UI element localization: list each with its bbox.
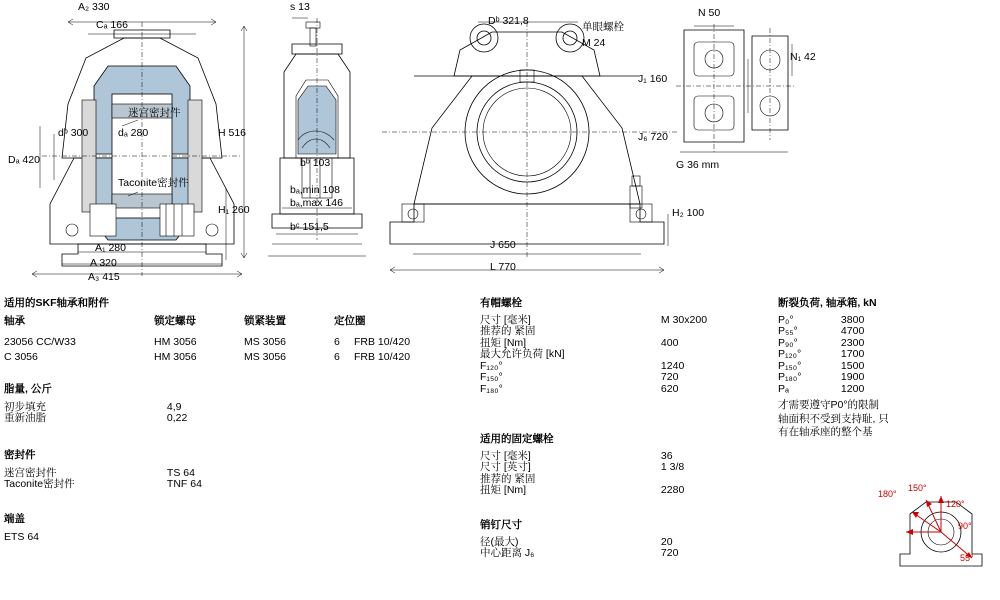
dowel-dia-label: 径(最大) (480, 535, 519, 548)
table-row (480, 361, 730, 373)
load-pa-label: Pₐ (778, 382, 789, 395)
callout-labyrinth-seal: 迷宫密封件 (128, 107, 181, 119)
table-row (4, 350, 464, 365)
endcover-title: 端盖 (4, 513, 25, 525)
dim-G: G 36 mm (676, 159, 720, 171)
dim-A3: A₃ 415 (88, 271, 120, 283)
capbolt-f180-label: F₁₈₀° (480, 382, 503, 395)
dim-A1: A₁ 280 (95, 242, 126, 254)
cell-locknut: HM 3056 (154, 335, 197, 348)
table-row (778, 372, 998, 384)
dim-J: J 650 (490, 239, 516, 251)
dim-bb: bᵇ 103 (300, 157, 331, 169)
angle-label-55: 55° (960, 553, 974, 563)
seal-labyrinth-value: TS 64 (166, 466, 195, 479)
bearings-header-0: 轴承 (4, 314, 25, 327)
cell-bearing: C 3056 (4, 350, 38, 363)
table-row (4, 479, 304, 491)
seal-taconite-label: Taconite密封件 (4, 478, 75, 491)
capbolt-f120-label: F₁₂₀° (480, 359, 503, 372)
table-fixing-bolts (480, 434, 730, 497)
cell-locatingring: FRB 10/420 (354, 335, 411, 348)
dowel-centre-value: 720 (660, 547, 679, 560)
callout-taconite-seal: Taconite密封件 (118, 177, 189, 189)
dim-H2: H₂ 100 (672, 207, 705, 219)
fixingbolt-size-in-value: 1 3/8 (660, 461, 685, 474)
capbolt-tighten-label: 推荐的 紧固 (480, 325, 536, 338)
table-row (480, 485, 730, 497)
capbolt-torque-label: 扭矩 [Nm] (480, 336, 527, 349)
fixingbolt-size-mm-label: 尺寸 [毫米] (480, 449, 531, 462)
grease-title: 脂量, 公斤 (4, 383, 52, 395)
capbolt-maxload-label: 最大允许负荷 [kN] (480, 348, 565, 361)
dim-Ca: Cₐ 166 (96, 19, 128, 31)
bearings-header-2: 锁紧装置 (244, 314, 286, 327)
capbolt-f120-value: 1240 (660, 359, 685, 372)
table-grease (4, 384, 304, 425)
load-p150-label: P₁₅₀° (778, 359, 802, 372)
fixingbolt-tighten-label: 推荐的 紧固 (480, 472, 536, 485)
table-breaking-loads (778, 298, 998, 439)
table-row (480, 384, 730, 396)
table-row (778, 361, 998, 373)
dim-bc: bᶜ 151,5 (290, 221, 329, 233)
load-p0-value: 3800 (840, 313, 865, 326)
fixingbolts-title: 适用的固定螺栓 (480, 433, 554, 445)
capbolts-title: 有帽螺栓 (480, 297, 522, 309)
callout-eye-bolt: 单眼螺栓 (582, 21, 624, 33)
dowel-centre-label: 中心距离 J₆ (480, 547, 535, 560)
fixingbolt-torque-label: 扭矩 [Nm] (480, 484, 527, 497)
loads-title: 断裂负荷, 轴承箱, kN (778, 297, 877, 309)
cell-qty: 6 (334, 350, 340, 363)
dim-db: dᵇ 300 (58, 127, 89, 139)
dim-s: s 13 (290, 1, 310, 13)
table-endcover (4, 514, 304, 543)
capbolt-f180-value: 620 (660, 382, 679, 395)
seals-title: 密封件 (4, 449, 36, 461)
grease-relub-label: 重新油脂 (4, 412, 46, 425)
dim-A: A 320 (90, 257, 117, 269)
dim-J1: J₁ 160 (638, 73, 668, 85)
capbolt-size-mm-label: 尺寸 [毫米] (480, 313, 531, 326)
table-row (4, 402, 304, 414)
dim-Da: Dₐ 420 (8, 154, 40, 166)
dim-ba-min: bₐ,min 108 (290, 184, 341, 196)
table-row (480, 548, 730, 560)
endcover-value: ETS 64 (4, 530, 40, 543)
dim-ba-max: bₐ,max 146 (290, 197, 343, 209)
load-p55-value: 4700 (840, 325, 865, 338)
view-base-plan (676, 22, 796, 182)
fixingbolt-torque-value: 2280 (660, 484, 685, 497)
loads-note: 才需要遵守P0°的限制 轴面积不受到支持耻, 只有在轴承座的整个基 (778, 399, 889, 438)
angle-label-120: 120° (946, 499, 965, 509)
dim-L: L 770 (490, 261, 516, 273)
dim-H: H 516 (218, 127, 247, 139)
table-seals (4, 450, 304, 491)
specification-tables (0, 292, 1000, 600)
capbolt-size-mm-value: M 30x200 (660, 313, 708, 326)
bearings-header-3: 定位圈 (334, 314, 366, 327)
table-row (4, 335, 464, 350)
load-p120-label: P₁₂₀° (778, 348, 802, 361)
capbolt-f150-value: 720 (660, 371, 679, 384)
dim-Db: Dᵇ 321,8 (488, 15, 529, 27)
table-row (778, 338, 998, 350)
seal-labyrinth-label: 迷宫密封件 (4, 466, 57, 479)
fixingbolt-size-mm-value: 36 (660, 449, 673, 462)
angle-label-150: 150° (908, 483, 927, 493)
dim-N: N 50 (698, 7, 721, 19)
table-row (480, 349, 730, 361)
dim-N1: N₁ 42 (790, 51, 816, 63)
load-p0-label: P₀° (778, 313, 794, 326)
dim-da: dₐ 280 (118, 127, 149, 139)
load-p90-label: P₉₀° (778, 336, 798, 349)
angle-label-180: 180° (878, 489, 897, 499)
fixingbolt-size-in-label: 尺寸 [英寸] (480, 461, 531, 474)
technical-drawings-area (0, 0, 1000, 292)
callout-eye-bolt-size: M 24 (582, 37, 606, 49)
load-pa-value: 1200 (840, 382, 865, 395)
table-row (480, 462, 730, 474)
dim-H1: H₁ 260 (218, 204, 250, 216)
load-p90-value: 2300 (840, 336, 865, 349)
cell-bearing: 23056 CC/W33 (4, 335, 76, 348)
cell-lockdevice: MS 3056 (244, 350, 287, 363)
load-p180-value: 1900 (840, 371, 865, 384)
table-row (480, 372, 730, 384)
cell-lockdevice: MS 3056 (244, 335, 287, 348)
table-bearings (4, 298, 464, 365)
view-front-elevation (382, 8, 682, 283)
dowelpins-title: 销钉尺寸 (480, 519, 522, 531)
table-row (778, 349, 998, 361)
bearings-title: 适用的SKF轴承和附件 (4, 297, 109, 309)
cell-locatingring: FRB 10/420 (354, 350, 411, 363)
angle-label-90: 90° (958, 521, 972, 531)
seal-taconite-value: TNF 64 (166, 478, 202, 491)
table-row (778, 315, 998, 327)
load-p55-label: P₅₅° (778, 325, 798, 338)
grease-initial-label: 初步填充 (4, 400, 46, 413)
table-cap-bolts (480, 298, 730, 395)
table-row (778, 326, 998, 338)
table-dowel-pins (480, 520, 730, 560)
load-p120-value: 1700 (840, 348, 865, 361)
capbolt-torque-value: 400 (660, 336, 679, 349)
view-front-section (10, 8, 260, 278)
load-p150-value: 1500 (840, 359, 865, 372)
grease-initial-value: 4,9 (166, 400, 182, 413)
table-row (480, 326, 730, 338)
grease-relub-value: 0,22 (166, 412, 188, 425)
dim-J6: J₆ 720 (638, 131, 668, 143)
bearings-header-1: 锁定螺母 (154, 314, 196, 327)
load-p180-label: P₁₈₀° (778, 371, 802, 384)
table-row (4, 413, 304, 425)
table-row (778, 384, 998, 396)
dowel-dia-value: 20 (660, 535, 673, 548)
dim-A2: A₂ 330 (78, 1, 110, 13)
capbolt-f150-label: F₁₅₀° (480, 371, 503, 384)
cell-locknut: HM 3056 (154, 350, 197, 363)
cell-qty: 6 (334, 335, 340, 348)
load-angle-diagram (886, 488, 996, 578)
